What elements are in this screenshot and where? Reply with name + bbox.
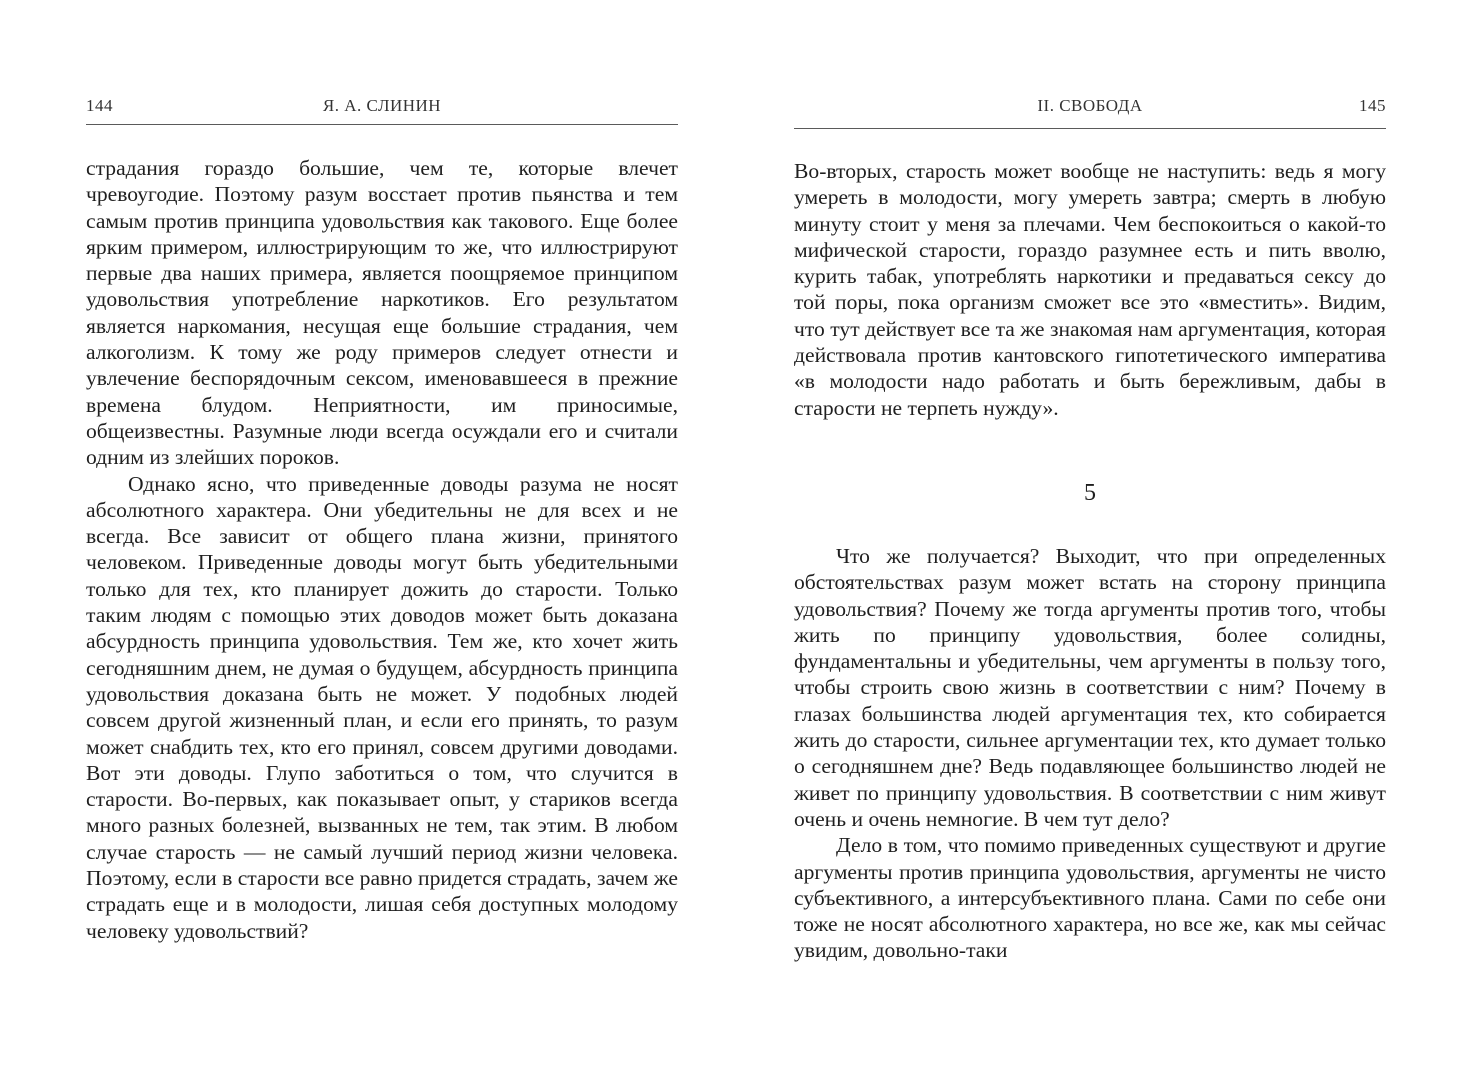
paragraph: Что же получается? Выходит, что при определенных обстоятельствах разум может встать на сторону принципа удовольствия? Почему же тогда аргументы против того, чтобы жить по принципу удовольствия, более солидны, фундаментальны и убедительны, чем аргументы в пользу того, чтобы строить свою жизнь в соответствии с ним? Почему в глазах большинства людей аргументация тех, кто собирается жить до старости, сильнее аргументации тех, кто думает только о сегодняшнем дне? Ведь подавляющее большинство людей не живет по принципу удовольствия. В соответствии с ним живут очень и очень немногие. В чем тут дело? xyxy=(794,544,1386,831)
page-number: 144 xyxy=(86,96,113,115)
paragraph: страдания гораздо большие, чем те, которые влечет чревоугодие. Поэтому разум восстает против пьянства и тем самым против принципа удовольствия как такового. Еще более ярким примером, иллюстрирующим то же, что иллюстрируют первые два наших примера, является поощряемое принципом удовольствия употребление наркотиков. Его результатом является наркомания, несущая еще большие страдания, чем алкоголизм. К тому же роду примеров следует отнести и увлечение беспорядочным сексом, именовавшееся в прежние времена блудом. Неприятности, им приносимые, общеизвестны. Разумные люди всегда осуждали его и считали одним из злейших пороков. xyxy=(86,156,678,470)
left-page xyxy=(86,0,678,1091)
body-text xyxy=(794,543,1386,964)
paragraph: Дело в том, что помимо приведенных существуют и другие аргументы против принципа удовольствия, аргументы не чисто субъективного, а интерсубъективного плана. Сами по себе они тоже не носят абсолютного характера, но все же, как мы сейчас увидим, довольно-таки xyxy=(794,833,1386,963)
running-head-title: II. СВОБОДА xyxy=(1037,96,1143,115)
page-number: 145 xyxy=(1359,96,1386,115)
running-head-title: Я. А. СЛИНИН xyxy=(322,96,442,115)
header-rule xyxy=(794,128,1386,129)
paragraph: Во-вторых, старость может вообще не наступить: ведь я могу умереть в молодости, могу умереть завтра; смерть в любую минуту стоит у меня за плечами. Чем беспокоиться о какой-то мифической старости, гораздо разумнее есть и пить вволю, курить табак, употреблять наркотики и предаваться сексу до той поры, пока организм сможет все это «вместить». Видим, что тут действует все та же знакомая нам аргументация, которая действовала против кантовского гипотетического императива «в молодости надо работать и быть бережливым, дабы в старости не терпеть нужду». xyxy=(794,159,1386,420)
running-head xyxy=(794,96,1386,120)
header-rule xyxy=(86,124,678,125)
section-number: 5 xyxy=(1084,480,1096,506)
body-text xyxy=(86,155,678,944)
right-page xyxy=(794,0,1386,1091)
running-head xyxy=(86,96,678,120)
paragraph: Однако ясно, что приведенные доводы разума не носят абсолютного характера. Они убедительны не для всех и не всегда. Все зависит от общего плана жизни, принятого человеком. Приведенные доводы могут быть убедительными только для тех, кто планирует дожить до старости. Только таким людям с помощью этих доводов может быть доказана абсурдность принципа удовольствия. Тем же, кто хочет жить сегодняшним днем, не думая о будущем, абсурдность принципа удовольствия доказана быть не может. У подобных людей совсем другой жизненный план, и если его принять, то разум может снабдить тех, кто его принял, совсем другими доводами. Вот эти доводы. Глупо заботиться о том, что случится в старости. Во-первых, как показывает опыт, у стариков всегда много разных болезней, вызванных не тем, так этим. В любом случае старость — не самый лучший период жизни человека. Поэтому, если в старости все равно придется страдать, зачем же страдать еще и в молодости, лишая себя доступных молодому человеку удовольствий? xyxy=(86,471,678,943)
body-text xyxy=(794,158,1386,421)
